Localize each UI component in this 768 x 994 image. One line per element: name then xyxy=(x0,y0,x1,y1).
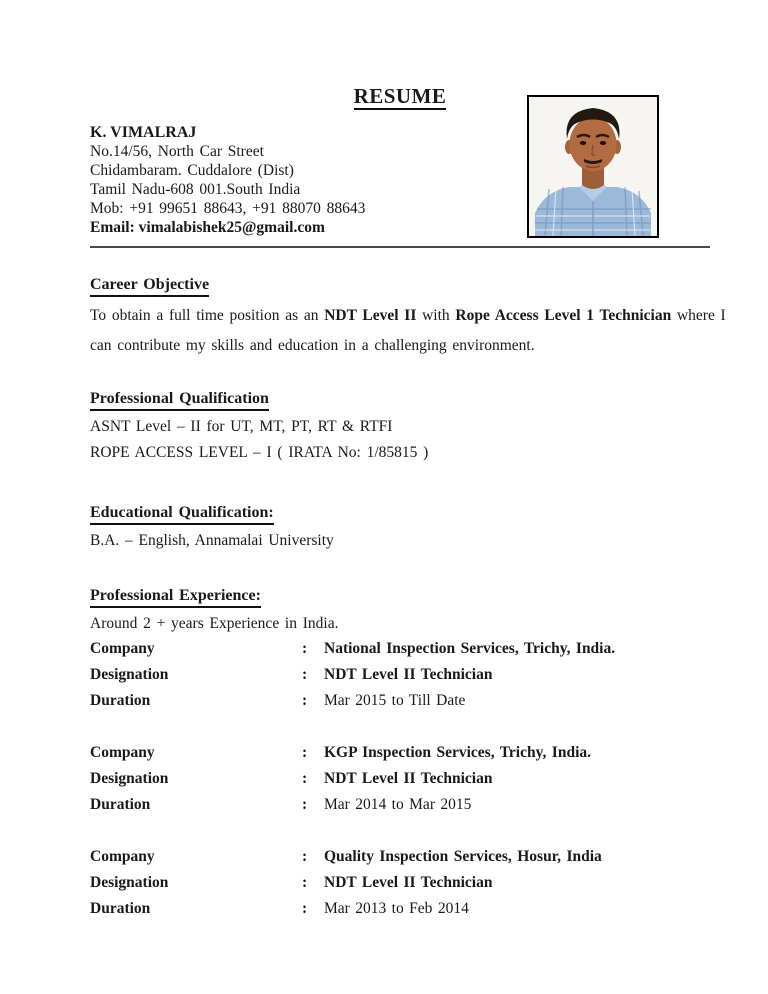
objective-bold-rope-access: Rope Access Level 1 Technician xyxy=(455,307,672,324)
contact-address-line-3: Tamil Nadu-608 001.South India xyxy=(90,181,301,198)
row-label-company: Company xyxy=(90,848,155,865)
row-colon: : xyxy=(302,666,308,683)
education-line: B.A. – English, Annamalai University xyxy=(90,532,334,549)
job-row-company xyxy=(90,636,710,662)
section-professional-experience xyxy=(90,586,710,922)
row-colon: : xyxy=(302,692,308,709)
job-row-duration xyxy=(90,792,710,818)
objective-text: where I xyxy=(671,307,726,324)
row-value-duration: Mar 2013 to Feb 2014 xyxy=(324,900,469,917)
contact-address-line-1: No.14/56, North Car Street xyxy=(90,143,264,160)
row-colon: : xyxy=(302,900,308,917)
objective-text: To obtain a full time position as an xyxy=(90,307,325,324)
row-label-duration: Duration xyxy=(90,900,151,917)
job-row-designation xyxy=(90,662,710,688)
career-objective-heading: Career Objective xyxy=(90,275,209,297)
job-row-duration xyxy=(90,688,710,714)
experience-summary: Around 2 + years Experience in India. xyxy=(90,615,339,632)
qualification-line-1: ASNT Level – II for UT, MT, PT, RT & RTFI xyxy=(90,418,393,435)
row-label-designation: Designation xyxy=(90,666,169,683)
row-value-company: KGP Inspection Services, Trichy, India. xyxy=(324,744,591,761)
row-colon: : xyxy=(302,796,308,813)
header-divider xyxy=(90,246,710,248)
row-colon: : xyxy=(302,770,308,787)
row-label-designation: Designation xyxy=(90,874,169,891)
contact-mobile: Mob: +91 99651 88643, +91 88070 88643 xyxy=(90,200,366,217)
row-colon: : xyxy=(302,640,308,657)
row-value-company: Quality Inspection Services, Hosur, India xyxy=(324,848,602,865)
job-row-designation xyxy=(90,870,710,896)
section-career-objective xyxy=(90,275,726,356)
job-row-duration xyxy=(90,896,710,922)
contact-address-line-2: Chidambaram. Cuddalore (Dist) xyxy=(90,162,294,179)
job-block-3 xyxy=(90,844,710,922)
applicant-name: K. VIMALRAJ xyxy=(90,124,197,141)
row-value-designation: NDT Level II Technician xyxy=(324,666,493,683)
row-label-duration: Duration xyxy=(90,692,151,709)
row-label-company: Company xyxy=(90,744,155,761)
row-value-company: National Inspection Services, Trichy, India. xyxy=(324,640,616,657)
professional-experience-heading: Professional Experience: xyxy=(90,586,261,608)
job-row-designation xyxy=(90,766,710,792)
row-colon: : xyxy=(302,744,308,761)
qualification-line-2: ROPE ACCESS LEVEL – I ( IRATA No: 1/85815 ) xyxy=(90,444,429,461)
objective-bold-ndt: NDT Level II xyxy=(324,307,417,324)
contact-email: Email: vimalabishek25@gmail.com xyxy=(90,219,325,236)
objective-text: with xyxy=(416,307,456,324)
job-row-company xyxy=(90,844,710,870)
row-label-duration: Duration xyxy=(90,796,151,813)
row-value-designation: NDT Level II Technician xyxy=(324,770,493,787)
applicant-photo xyxy=(527,95,659,238)
job-row-company xyxy=(90,740,710,766)
row-colon: : xyxy=(302,874,308,891)
professional-qualification-heading: Professional Qualification xyxy=(90,389,269,411)
job-block-2 xyxy=(90,740,710,818)
job-block-1 xyxy=(90,636,710,714)
page-title: RESUME xyxy=(353,84,447,108)
section-professional-qualification xyxy=(90,389,710,463)
objective-line-1 xyxy=(90,306,726,326)
row-colon: : xyxy=(302,848,308,865)
row-value-duration: Mar 2015 to Till Date xyxy=(324,692,466,709)
row-label-designation: Designation xyxy=(90,770,169,787)
objective-line-2: can contribute my skills and education in a challenging environment. xyxy=(90,337,535,354)
row-label-company: Company xyxy=(90,640,155,657)
section-educational-qualification xyxy=(90,503,710,551)
row-value-duration: Mar 2014 to Mar 2015 xyxy=(324,796,472,813)
educational-qualification-heading: Educational Qualification: xyxy=(90,503,274,525)
row-value-designation: NDT Level II Technician xyxy=(324,874,493,891)
